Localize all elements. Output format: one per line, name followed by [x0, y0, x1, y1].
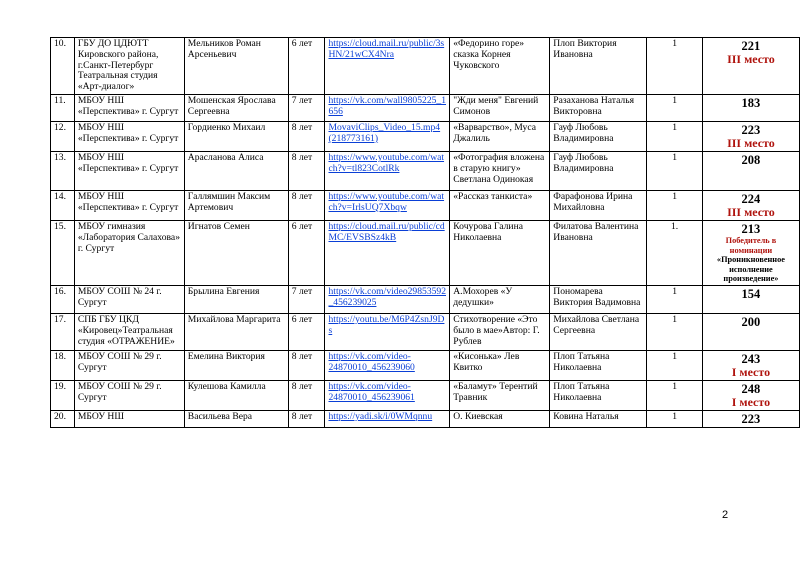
- score-cell: [702, 285, 799, 313]
- age-cell: 8 лет: [288, 122, 325, 152]
- video-link[interactable]: https://vk.com/video-24870010_456239061: [325, 380, 450, 410]
- video-link[interactable]: https://vk.com/wall9805225_1656: [325, 95, 450, 122]
- score-value: 221: [741, 39, 761, 53]
- row-number: 11.: [51, 95, 75, 122]
- video-link[interactable]: https://cloud.mail.ru/public/3sHN/21wCX4Nra: [325, 38, 450, 95]
- teacher-cell: Михайлова Светлана Сергеевна: [550, 313, 647, 350]
- organization-cell: МБОУ НШ «Перспектива» г. Сургут: [74, 191, 184, 221]
- score-value: 248: [741, 381, 761, 396]
- count-cell: 1: [647, 38, 703, 95]
- video-link[interactable]: https://cloud.mail.ru/public/cdMC/EVSBSz4kB: [325, 221, 450, 286]
- organization-cell: МБОУ НШ «Перспектива» г. Сургут: [74, 152, 184, 191]
- organization-cell: МБОУ НШ «Перспектива» г. Сургут: [74, 122, 184, 152]
- score-value: 183: [741, 96, 761, 110]
- table-row: [51, 380, 800, 410]
- participant-name-cell: Васильева Вера: [184, 410, 288, 427]
- work-title-cell: «Федорино горе» сказка Корнея Чуковского: [450, 38, 550, 95]
- row-number: 20.: [51, 410, 75, 427]
- work-title-cell: «Рассказ танкиста»: [450, 191, 550, 221]
- video-link[interactable]: https://yadi.sk/i/0WMqnnu: [325, 410, 450, 427]
- work-title-cell: Стихотворение «Это было в мае»Автор: Г. Рублев: [450, 313, 550, 350]
- table-row: [51, 350, 800, 380]
- work-title-cell: А.Мохорев «У дедушки»: [450, 285, 550, 313]
- work-title-cell: О. Киевская: [450, 410, 550, 427]
- score-value: 208: [741, 153, 761, 167]
- place-label: III место: [727, 205, 775, 219]
- age-cell: 8 лет: [288, 410, 325, 427]
- row-number: 17.: [51, 313, 75, 350]
- score-value: 200: [741, 314, 761, 329]
- organization-cell: МБОУ СОШ № 24 г. Сургут: [74, 285, 184, 313]
- score-cell: [702, 380, 799, 410]
- age-cell: 6 лет: [288, 313, 325, 350]
- score-cell: [702, 313, 799, 350]
- table-row: [51, 410, 800, 427]
- count-cell: 1: [647, 285, 703, 313]
- teacher-cell: Ковина Наталья: [550, 410, 647, 427]
- table-row: [51, 122, 800, 152]
- teacher-cell: Плоп Виктория Ивановна: [550, 38, 647, 95]
- score-value: 243: [741, 351, 761, 366]
- video-link[interactable]: MovaviClips_Video_15.mp4 (218773161): [325, 122, 450, 152]
- score-cell: [702, 38, 799, 95]
- count-cell: 1: [647, 95, 703, 122]
- work-title-cell: «Фотография вложена в старую книгу» Светлана Одинокая: [450, 152, 550, 191]
- teacher-cell: Пономарева Виктория Вадимовна: [550, 285, 647, 313]
- score-value: 213: [741, 222, 761, 236]
- count-cell: 1: [647, 380, 703, 410]
- age-cell: 6 лет: [288, 38, 325, 95]
- table-row: [51, 152, 800, 191]
- row-number: 14.: [51, 191, 75, 221]
- row-number: 12.: [51, 122, 75, 152]
- age-cell: 8 лет: [288, 380, 325, 410]
- teacher-cell: Разаханова Наталья Викторовна: [550, 95, 647, 122]
- work-title-cell: «Варварство», Муса Джалиль: [450, 122, 550, 152]
- teacher-cell: Гауф Любовь Владимировна: [550, 122, 647, 152]
- work-title-cell: Кочурова Галина Николаевна: [450, 221, 550, 286]
- age-cell: 7 лет: [288, 95, 325, 122]
- nomination-label: «Проникновенное исполнение произведение»: [716, 255, 785, 284]
- count-cell: 1: [647, 191, 703, 221]
- video-link[interactable]: https://www.youtube.com/watch?v=IrlsUQ7Xbqw: [325, 191, 450, 221]
- count-cell: 1: [647, 313, 703, 350]
- count-cell: 1: [647, 350, 703, 380]
- work-title-cell: "Жди меня" Евгений Симонов: [450, 95, 550, 122]
- count-cell: 1: [647, 122, 703, 152]
- score-value: 154: [741, 286, 761, 301]
- score-cell: [702, 350, 799, 380]
- place-label: I место: [731, 394, 771, 409]
- organization-cell: СПБ ГБУ ЦКД «Кировец»Театральная студия «ОТРАЖЕНИЕ»: [74, 313, 184, 350]
- table-row: [51, 38, 800, 95]
- teacher-cell: Плоп Татьяна Николаевна: [550, 380, 647, 410]
- score-value: 224: [741, 192, 761, 206]
- count-cell: 1.: [647, 221, 703, 286]
- table-row: [51, 95, 800, 122]
- participant-name-cell: Михайлова Маргарита: [184, 313, 288, 350]
- teacher-cell: Плоп Татьяна Николаевна: [550, 350, 647, 380]
- organization-cell: МБОУ гимназия «Лаборатория Салахова» г. Сургут: [74, 221, 184, 286]
- organization-cell: МБОУ СОШ № 29 г. Сургут: [74, 350, 184, 380]
- table-row: [51, 285, 800, 313]
- video-link[interactable]: https://youtu.be/M6P4ZsnJ9Ds: [325, 313, 450, 350]
- participant-name-cell: Арасланова Алиса: [184, 152, 288, 191]
- participant-name-cell: Мельников Роман Арсеньевич: [184, 38, 288, 95]
- organization-cell: МБОУ НШ: [74, 410, 184, 427]
- participant-name-cell: Гордиенко Михаил: [184, 122, 288, 152]
- place-label: I место: [731, 364, 771, 379]
- count-cell: 1: [647, 410, 703, 427]
- table-row: [51, 313, 800, 350]
- organization-cell: ГБУ ДО ЦДЮТТ Кировского района, г.Санкт-Петербург Театральная студия «Арт-диалог»: [74, 38, 184, 95]
- table-row: [51, 221, 800, 286]
- participant-name-cell: Мошенская Ярослава Сергеевна: [184, 95, 288, 122]
- table-body: [51, 38, 800, 428]
- score-cell: [702, 95, 799, 122]
- teacher-cell: Филатова Валентина Ивановна: [550, 221, 647, 286]
- participant-name-cell: Игнатов Семен: [184, 221, 288, 286]
- organization-cell: МБОУ НШ «Перспектива» г. Сургут: [74, 95, 184, 122]
- row-number: 16.: [51, 285, 75, 313]
- participant-name-cell: Галлямшин Максим Артемович: [184, 191, 288, 221]
- count-cell: 1: [647, 152, 703, 191]
- score-cell: [702, 122, 799, 152]
- page-number: 2: [722, 509, 729, 521]
- age-cell: 8 лет: [288, 350, 325, 380]
- row-number: 18.: [51, 350, 75, 380]
- table-row: [51, 191, 800, 221]
- participant-name-cell: Емелина Виктория: [184, 350, 288, 380]
- age-cell: 6 лет: [288, 221, 325, 286]
- teacher-cell: Фарафонова Ирина Михайловна: [550, 191, 647, 221]
- participant-name-cell: Кулешова Камилла: [184, 380, 288, 410]
- row-number: 19.: [51, 380, 75, 410]
- age-cell: 7 лет: [288, 285, 325, 313]
- place-label: III место: [727, 136, 775, 150]
- score-cell: [702, 221, 799, 286]
- age-cell: 8 лет: [288, 152, 325, 191]
- age-cell: 8 лет: [288, 191, 325, 221]
- work-title-cell: «Баламут» Терентий Травник: [450, 380, 550, 410]
- row-number: 15.: [51, 221, 75, 286]
- score-cell: [702, 152, 799, 191]
- score-cell: [702, 191, 799, 221]
- place-label: III место: [727, 52, 775, 66]
- work-title-cell: «Кисонька» Лев Квитко: [450, 350, 550, 380]
- score-cell: [702, 410, 799, 427]
- participant-name-cell: Брылина Евгения: [184, 285, 288, 313]
- results-table: [50, 37, 800, 428]
- video-link[interactable]: https://www.youtube.com/watch?v=tl823CotlRk: [325, 152, 450, 191]
- score-value: 223: [741, 123, 761, 137]
- organization-cell: МБОУ СОШ № 29 г. Сургут: [74, 380, 184, 410]
- teacher-cell: Гауф Любовь Владимировна: [550, 152, 647, 191]
- row-number: 13.: [51, 152, 75, 191]
- winner-label: Победитель в номинации: [725, 236, 777, 255]
- video-link[interactable]: https://vk.com/video29853592_456239025: [325, 285, 450, 313]
- row-number: 10.: [51, 38, 75, 95]
- video-link[interactable]: https://vk.com/video-24870010_456239060: [325, 350, 450, 380]
- score-value: 223: [741, 411, 761, 426]
